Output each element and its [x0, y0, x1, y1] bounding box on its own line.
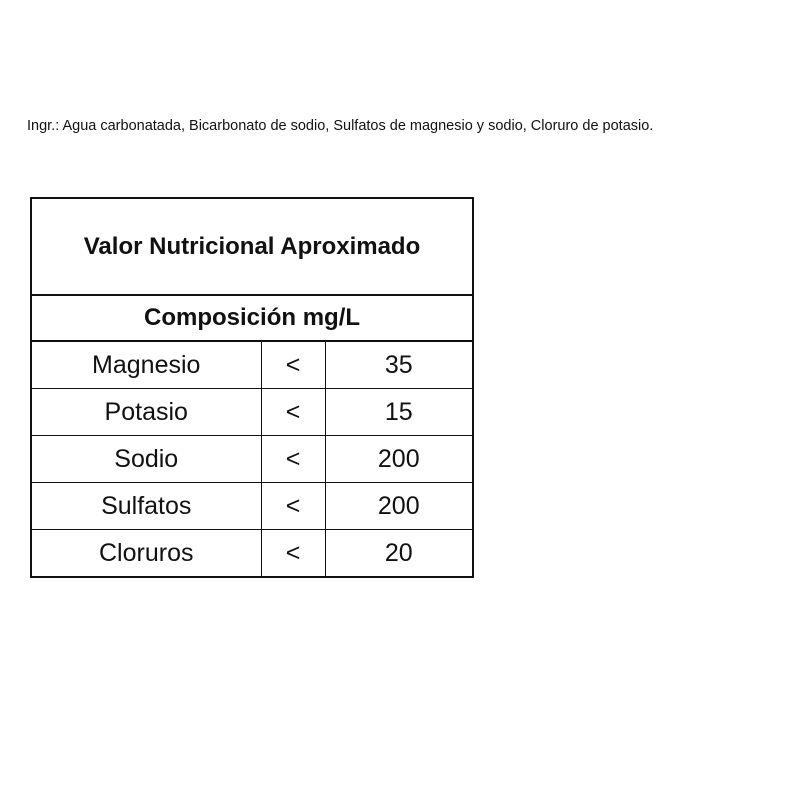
- nutrient-value: 15: [325, 389, 473, 436]
- nutrient-name: Magnesio: [31, 341, 261, 389]
- nutrient-value: 200: [325, 436, 473, 483]
- nutrient-name: Sulfatos: [31, 483, 261, 530]
- table-row: [31, 530, 473, 578]
- nutrient-value: 35: [325, 341, 473, 389]
- table-row: [31, 483, 473, 530]
- less-than-sign: <: [261, 436, 325, 483]
- less-than-sign: <: [261, 483, 325, 530]
- less-than-sign: <: [261, 530, 325, 578]
- table-title: Valor Nutricional Aproximado: [31, 198, 473, 295]
- ingredients-text: Ingr.: Agua carbonatada, Bicarbonato de sodio, Sulfatos de magnesio y sodio, Cloruro de potasio.: [27, 118, 654, 134]
- nutrient-name: Cloruros: [31, 530, 261, 578]
- nutrient-name: Sodio: [31, 436, 261, 483]
- table-row: [31, 389, 473, 436]
- nutrient-value: 200: [325, 483, 473, 530]
- less-than-sign: <: [261, 389, 325, 436]
- nutrient-name: Potasio: [31, 389, 261, 436]
- table-row: [31, 341, 473, 389]
- table-row: [31, 436, 473, 483]
- table-subtitle: Composición mg/L: [31, 295, 473, 341]
- nutrient-value: 20: [325, 530, 473, 578]
- nutrition-table: [30, 197, 474, 578]
- less-than-sign: <: [261, 341, 325, 389]
